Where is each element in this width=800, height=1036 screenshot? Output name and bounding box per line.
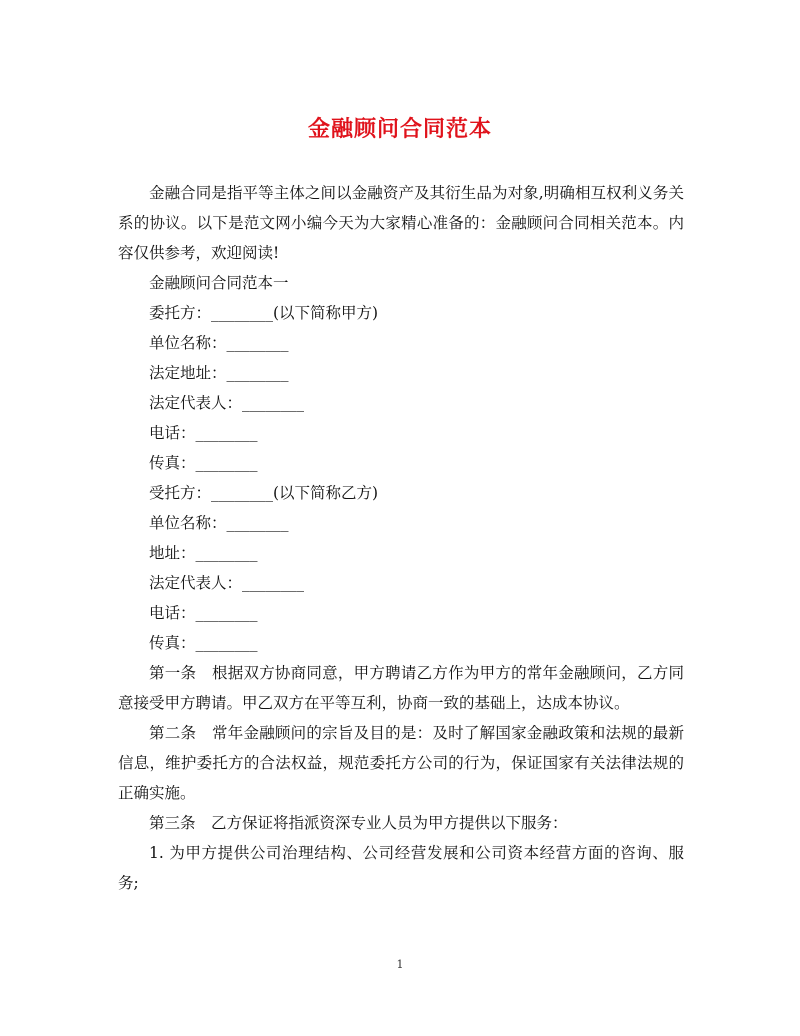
- paragraph-client-legal-rep: 法定代表人：________: [149, 394, 305, 412]
- paragraph-trustee-fax: 传真：________: [149, 634, 258, 652]
- paragraph-trustee-address: 地址：________: [149, 544, 258, 562]
- paragraph-article-3: 第三条 乙方保证将指派资深专业人员为甲方提供以下服务：: [149, 814, 568, 832]
- paragraph-client-legal-address: 法定地址：________: [149, 364, 289, 382]
- paragraph-article-1: 第一条 根据双方协商同意，甲方聘请乙方作为甲方的常年金融顾问，乙方同意接受甲方聘请。甲乙双方在平等互利，协商一致的基础上，达成本协议。: [118, 664, 684, 712]
- paragraph-trustee: 受托方：________(以下简称乙方): [149, 484, 379, 502]
- paragraph-trustee-phone: 电话：________: [149, 604, 258, 622]
- paragraph-trustee-legal-rep: 法定代表人：________: [149, 574, 305, 592]
- page-number: 1: [396, 958, 404, 971]
- paragraph-contract-heading: 金融顾问合同范本一: [149, 274, 289, 292]
- paragraph-article-2: 第二条 常年金融顾问的宗旨及目的是：及时了解国家金融政策和法规的最新信息，维护委托方的合法权益，规范委托方公司的行为，保证国家有关法律法规的正确实施。: [118, 724, 684, 802]
- paragraph-client: 委托方：________(以下简称甲方): [149, 304, 379, 322]
- paragraph-client-unit-name: 单位名称：________: [149, 334, 289, 352]
- paragraph-service-item-1: 1. 为甲方提供公司治理结构、公司经营发展和公司资本经营方面的咨询、服务;: [118, 844, 684, 892]
- paragraph-intro: 金融合同是指平等主体之间以金融资产及其衍生品为对象,明确相互权利义务关系的协议。以下是范文网小编今天为大家精心准备的：金融顾问合同相关范本。内容仅供参考，欢迎阅读!: [118, 184, 684, 262]
- document-body: [118, 178, 684, 898]
- paragraph-client-fax: 传真：________: [149, 454, 258, 472]
- document-title: 金融顾问合同范本: [307, 116, 492, 142]
- paragraph-trustee-unit-name: 单位名称：________: [149, 514, 289, 532]
- paragraph-client-phone: 电话：________: [149, 424, 258, 442]
